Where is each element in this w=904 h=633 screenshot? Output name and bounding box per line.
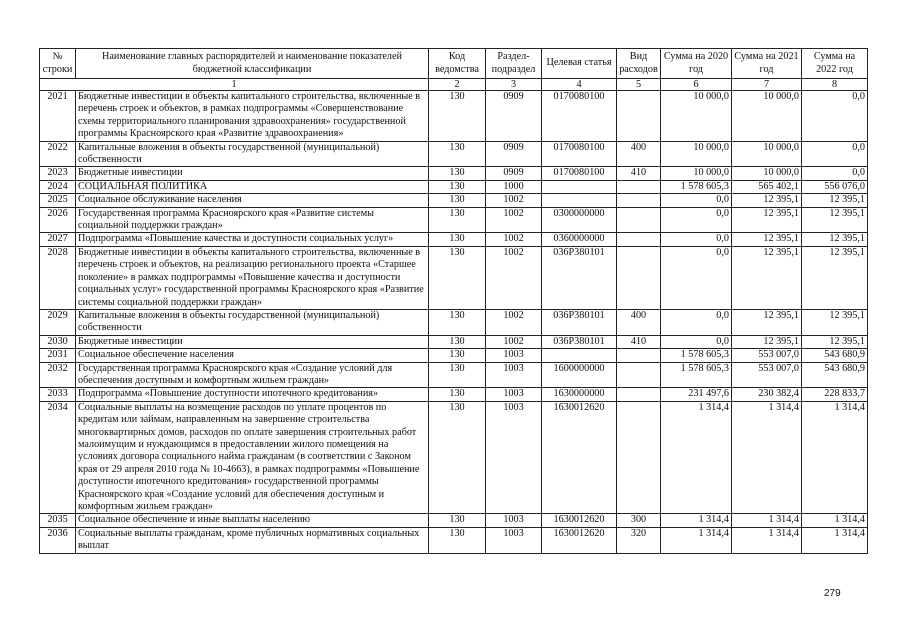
table-row — [40, 335, 868, 348]
row-expense-type — [617, 233, 661, 246]
row-section-code: 1000 — [486, 180, 542, 193]
col-number: 2 — [429, 79, 486, 91]
row-sum-2022: 12 395,1 — [802, 246, 868, 309]
row-section-code: 1002 — [486, 246, 542, 309]
row-sum-2022: 12 395,1 — [802, 335, 868, 348]
row-expense-type: 410 — [617, 167, 661, 180]
row-target-code — [542, 349, 617, 362]
row-sum-2021: 12 395,1 — [732, 246, 802, 309]
row-name: Социальные выплаты на возмещение расходов по уплате процентов по кредитам или займам, направленным на завершение строительства многоквартирных домов, расходов по оплате завершения строительных работ малоимущим и нуждающимся в предоставлении жилого помещения на условиях договора социального найма гражданам (в соответствии с Законом края от 29 апреля 2010 года № 10-4663), в рамках подпрограммы «Повышение доступности ипотечного кредитования» государственной программы Красноярского края «Создание условий для обеспечения доступным и комфортным жильем граждан» — [76, 401, 429, 514]
row-number: 2024 — [40, 180, 76, 193]
row-section-code: 0909 — [486, 141, 542, 167]
row-dept-code: 130 — [429, 167, 486, 180]
row-sum-2021: 12 395,1 — [732, 194, 802, 207]
row-sum-2022: 1 314,4 — [802, 527, 868, 553]
page-number: 279 — [824, 588, 841, 599]
row-target-code: 1630012620 — [542, 527, 617, 553]
row-expense-type: 300 — [617, 514, 661, 527]
row-number: 2027 — [40, 233, 76, 246]
row-dept-code: 130 — [429, 180, 486, 193]
row-number: 2021 — [40, 91, 76, 142]
row-name: Бюджетные инвестиции — [76, 167, 429, 180]
row-sum-2021: 553 007,0 — [732, 362, 802, 388]
row-sum-2022: 543 680,9 — [802, 362, 868, 388]
col-number: 6 — [661, 79, 732, 91]
row-sum-2020: 0,0 — [661, 309, 732, 335]
row-sum-2021: 565 402,1 — [732, 180, 802, 193]
row-expense-type — [617, 388, 661, 401]
row-section-code: 1003 — [486, 401, 542, 514]
row-section-code: 1003 — [486, 349, 542, 362]
row-sum-2020: 0,0 — [661, 246, 732, 309]
row-sum-2020: 10 000,0 — [661, 91, 732, 142]
row-sum-2022: 1 314,4 — [802, 514, 868, 527]
row-target-code: 0300000000 — [542, 207, 617, 233]
row-sum-2020: 1 314,4 — [661, 401, 732, 514]
row-sum-2021: 12 395,1 — [732, 207, 802, 233]
header-section: Раздел- подраздел — [486, 49, 542, 79]
row-expense-type — [617, 194, 661, 207]
header-target: Целевая статья — [542, 49, 617, 79]
row-sum-2020: 1 314,4 — [661, 527, 732, 553]
row-sum-2021: 10 000,0 — [732, 91, 802, 142]
table-row — [40, 514, 868, 527]
row-name: Социальное обеспечение населения — [76, 349, 429, 362]
row-sum-2020: 0,0 — [661, 335, 732, 348]
row-expense-type — [617, 362, 661, 388]
table-row — [40, 180, 868, 193]
budget-table — [39, 48, 868, 554]
row-expense-type: 400 — [617, 141, 661, 167]
table-row — [40, 246, 868, 309]
row-sum-2021: 1 314,4 — [732, 527, 802, 553]
row-name: Капитальные вложения в объекты государственной (муниципальной) собственности — [76, 141, 429, 167]
row-number: 2022 — [40, 141, 76, 167]
row-name: Капитальные вложения в объекты государственной (муниципальной) собственности — [76, 309, 429, 335]
row-target-code — [542, 194, 617, 207]
table-row — [40, 233, 868, 246]
row-number: 2028 — [40, 246, 76, 309]
row-sum-2020: 1 578 605,3 — [661, 362, 732, 388]
row-target-code: 1630012620 — [542, 401, 617, 514]
row-name: Бюджетные инвестиции в объекты капитального строительства, включенные в перечень строек и объектов, в рамках подпрограммы «Совершенствование схемы территориального планирования здравоохранения» государственной программы Красноярского края «Развитие здравоохранения» — [76, 91, 429, 142]
row-sum-2021: 1 314,4 — [732, 514, 802, 527]
row-dept-code: 130 — [429, 335, 486, 348]
table-row — [40, 141, 868, 167]
row-sum-2021: 10 000,0 — [732, 167, 802, 180]
row-number: 2029 — [40, 309, 76, 335]
row-sum-2022: 12 395,1 — [802, 233, 868, 246]
row-number: 2025 — [40, 194, 76, 207]
row-expense-type — [617, 349, 661, 362]
row-sum-2020: 1 314,4 — [661, 514, 732, 527]
row-number: 2030 — [40, 335, 76, 348]
row-section-code: 0909 — [486, 167, 542, 180]
row-expense-type: 320 — [617, 527, 661, 553]
header-name: Наименование главных распорядителей и наименование показателей бюджетной классификации — [76, 49, 429, 79]
row-sum-2020: 10 000,0 — [661, 141, 732, 167]
col-number: 8 — [802, 79, 868, 91]
row-target-code: 036P380101 — [542, 309, 617, 335]
header-sum-2020: Сумма на 2020 год — [661, 49, 732, 79]
row-name: Бюджетные инвестиции в объекты капитального строительства, включенные в перечень строек и объектов, на реализацию регионального проекта «Старшее поколение» в рамках подпрограммы «Повышение качества и доступности социальных услуг» государственной программы Красноярского края «Развитие системы социальной поддержки граждан» — [76, 246, 429, 309]
row-sum-2020: 0,0 — [661, 233, 732, 246]
row-sum-2020: 10 000,0 — [661, 167, 732, 180]
row-dept-code: 130 — [429, 388, 486, 401]
row-target-code: 0170080100 — [542, 91, 617, 142]
row-sum-2022: 12 395,1 — [802, 309, 868, 335]
row-section-code: 1002 — [486, 335, 542, 348]
row-name: Подпрограмма «Повышение качества и доступности социальных услуг» — [76, 233, 429, 246]
row-sum-2021: 230 382,4 — [732, 388, 802, 401]
row-sum-2022: 0,0 — [802, 141, 868, 167]
col-number: 5 — [617, 79, 661, 91]
row-name: Подпрограмма «Повышение доступности ипотечного кредитования» — [76, 388, 429, 401]
header-exp-type: Вид расходов — [617, 49, 661, 79]
row-dept-code: 130 — [429, 141, 486, 167]
row-target-code: 1630012620 — [542, 514, 617, 527]
row-sum-2020: 231 497,6 — [661, 388, 732, 401]
row-expense-type — [617, 401, 661, 514]
table-row — [40, 362, 868, 388]
row-sum-2021: 1 314,4 — [732, 401, 802, 514]
row-target-code: 036P380101 — [542, 335, 617, 348]
header-sum-2021: Сумма на 2021 год — [732, 49, 802, 79]
table-header — [40, 49, 868, 91]
header-row-no: № строки — [40, 49, 76, 79]
row-dept-code: 130 — [429, 362, 486, 388]
row-number: 2023 — [40, 167, 76, 180]
row-dept-code: 130 — [429, 349, 486, 362]
row-dept-code: 130 — [429, 194, 486, 207]
row-expense-type — [617, 207, 661, 233]
row-dept-code: 130 — [429, 514, 486, 527]
row-sum-2022: 0,0 — [802, 167, 868, 180]
row-sum-2020: 1 578 605,3 — [661, 349, 732, 362]
row-sum-2022: 0,0 — [802, 91, 868, 142]
column-number-row — [40, 79, 868, 91]
row-section-code: 1002 — [486, 233, 542, 246]
table-body — [40, 91, 868, 554]
row-expense-type — [617, 246, 661, 309]
row-name: Социальное обслуживание населения — [76, 194, 429, 207]
row-target-code — [542, 180, 617, 193]
row-number: 2026 — [40, 207, 76, 233]
row-name: Государственная программа Красноярского края «Создание условий для обеспечения доступным и комфортным жильем граждан» — [76, 362, 429, 388]
row-dept-code: 130 — [429, 309, 486, 335]
row-sum-2022: 12 395,1 — [802, 194, 868, 207]
row-name: Социальные выплаты гражданам, кроме публичных нормативных социальных выплат — [76, 527, 429, 553]
row-target-code: 1630000000 — [542, 388, 617, 401]
row-sum-2020: 0,0 — [661, 207, 732, 233]
row-target-code: 036P380101 — [542, 246, 617, 309]
col-number: 4 — [542, 79, 617, 91]
row-section-code: 1003 — [486, 514, 542, 527]
col-number: 3 — [486, 79, 542, 91]
row-sum-2021: 12 395,1 — [732, 335, 802, 348]
row-expense-type: 400 — [617, 309, 661, 335]
row-number: 2032 — [40, 362, 76, 388]
table-row — [40, 527, 868, 553]
row-target-code: 1600000000 — [542, 362, 617, 388]
row-name: Бюджетные инвестиции — [76, 335, 429, 348]
header-sum-2022: Сумма на 2022 год — [802, 49, 868, 79]
row-expense-type — [617, 91, 661, 142]
col-number: 7 — [732, 79, 802, 91]
row-section-code: 1003 — [486, 527, 542, 553]
row-number: 2035 — [40, 514, 76, 527]
table-row — [40, 349, 868, 362]
row-name: Государственная программа Красноярского края «Развитие системы социальной поддержки граждан» — [76, 207, 429, 233]
row-sum-2021: 12 395,1 — [732, 233, 802, 246]
table-row — [40, 207, 868, 233]
row-number: 2031 — [40, 349, 76, 362]
row-section-code: 1002 — [486, 207, 542, 233]
table-row — [40, 401, 868, 514]
row-sum-2021: 12 395,1 — [732, 309, 802, 335]
row-dept-code: 130 — [429, 401, 486, 514]
row-number: 2034 — [40, 401, 76, 514]
row-sum-2022: 12 395,1 — [802, 207, 868, 233]
row-name: Социальное обеспечение и иные выплаты населению — [76, 514, 429, 527]
row-dept-code: 130 — [429, 233, 486, 246]
row-expense-type — [617, 180, 661, 193]
table-row — [40, 167, 868, 180]
row-section-code: 1003 — [486, 388, 542, 401]
row-sum-2021: 10 000,0 — [732, 141, 802, 167]
row-section-code: 1002 — [486, 309, 542, 335]
table-row — [40, 91, 868, 142]
row-dept-code: 130 — [429, 527, 486, 553]
row-sum-2020: 1 578 605,3 — [661, 180, 732, 193]
table-row — [40, 309, 868, 335]
row-number: 2036 — [40, 527, 76, 553]
row-target-code: 0170080100 — [542, 141, 617, 167]
row-sum-2022: 1 314,4 — [802, 401, 868, 514]
row-sum-2022: 228 833,7 — [802, 388, 868, 401]
row-sum-2022: 556 076,0 — [802, 180, 868, 193]
row-dept-code: 130 — [429, 246, 486, 309]
row-target-code: 0360000000 — [542, 233, 617, 246]
row-section-code: 1003 — [486, 362, 542, 388]
row-dept-code: 130 — [429, 91, 486, 142]
row-sum-2020: 0,0 — [661, 194, 732, 207]
col-number: 1 — [40, 79, 429, 91]
row-dept-code: 130 — [429, 207, 486, 233]
table-row — [40, 388, 868, 401]
row-target-code: 0170080100 — [542, 167, 617, 180]
row-section-code: 0909 — [486, 91, 542, 142]
row-number: 2033 — [40, 388, 76, 401]
row-sum-2021: 553 007,0 — [732, 349, 802, 362]
header-dept: Код ведомства — [429, 49, 486, 79]
table-row — [40, 194, 868, 207]
row-sum-2022: 543 680,9 — [802, 349, 868, 362]
row-expense-type: 410 — [617, 335, 661, 348]
row-name: СОЦИАЛЬНАЯ ПОЛИТИКА — [76, 180, 429, 193]
row-section-code: 1002 — [486, 194, 542, 207]
